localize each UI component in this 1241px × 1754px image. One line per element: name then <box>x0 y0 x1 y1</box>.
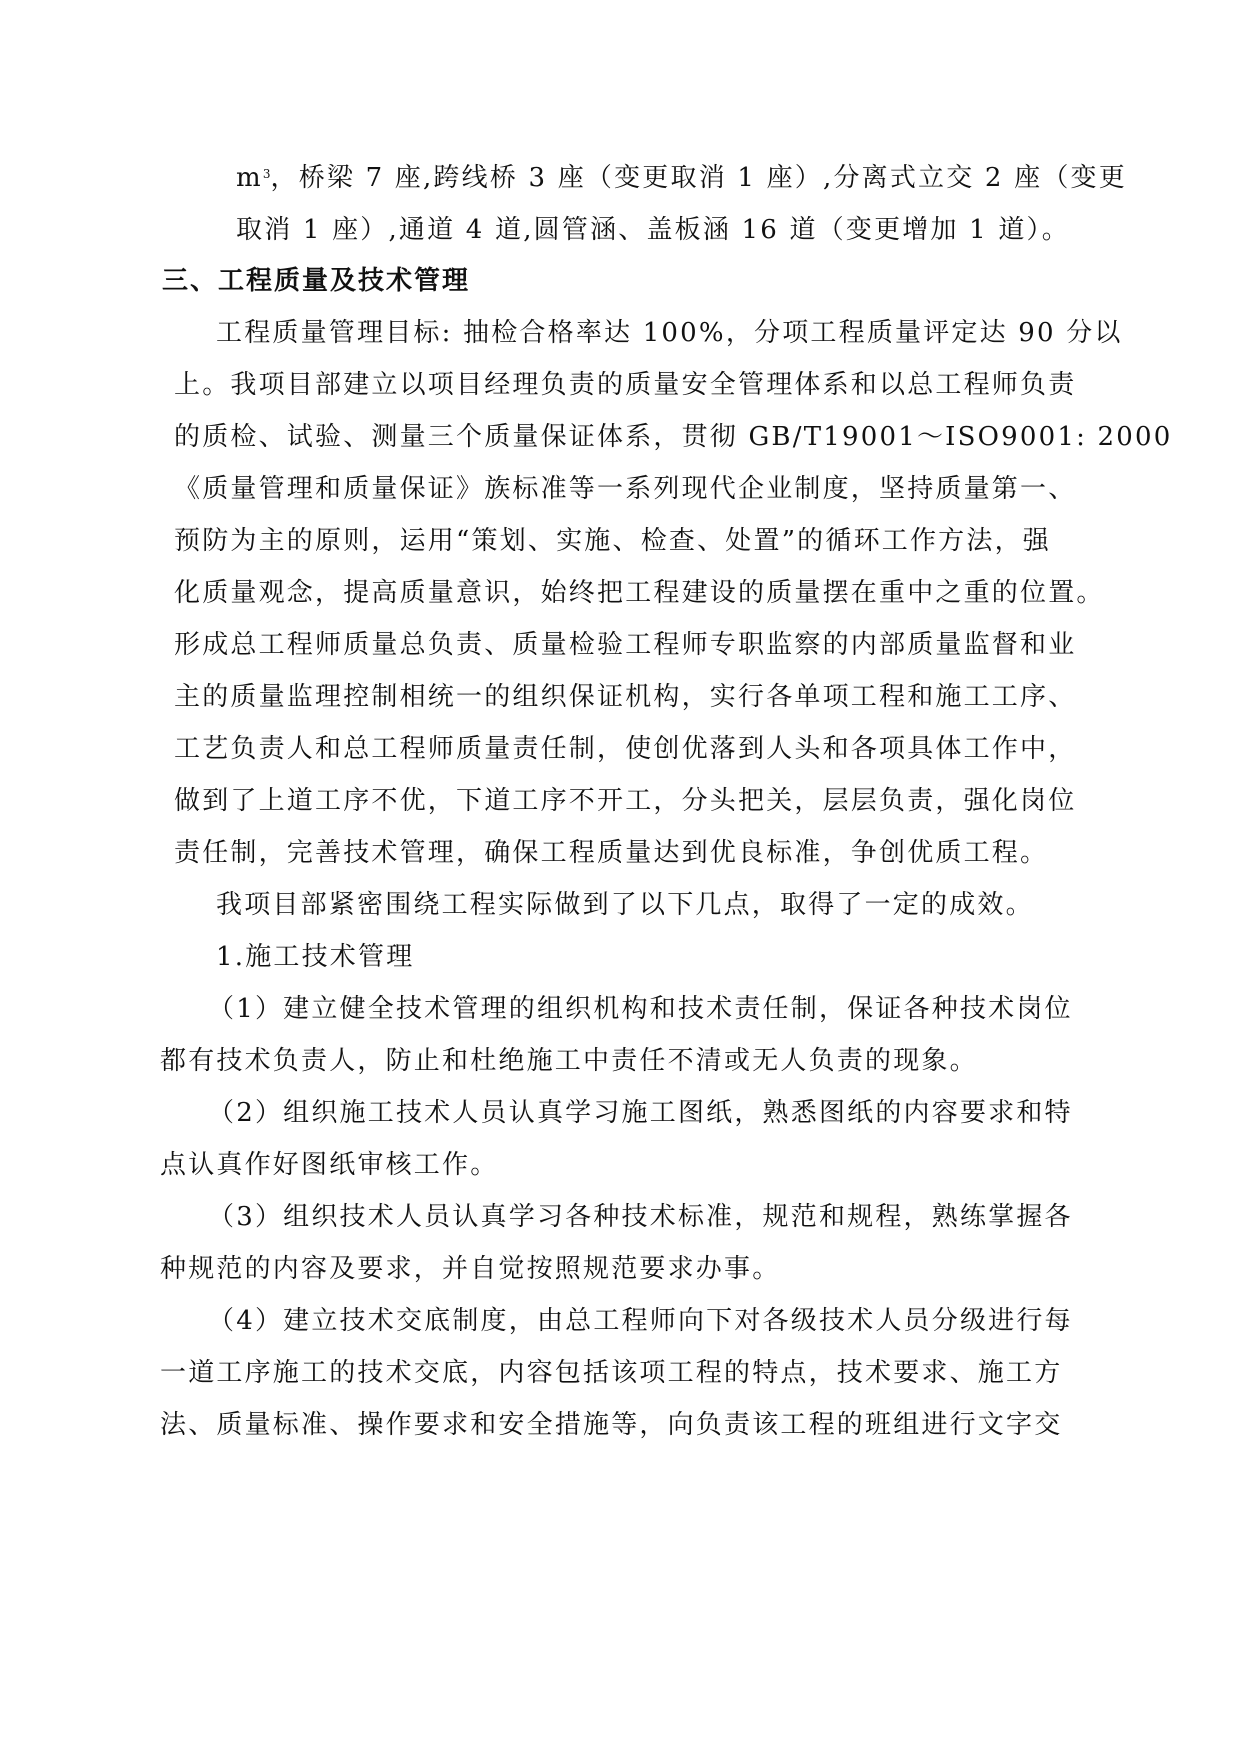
para1-line: 形成总工程师质量总负责、质量检验工程师专职监察的内部质量监督和业 <box>174 630 1077 660</box>
section-heading: 三、工程质量及技术管理 <box>162 266 471 296</box>
para2: 我项目部紧密围绕工程实际做到了以下几点，取得了一定的成效。 <box>216 890 1034 920</box>
para1-line: 化质量观念，提高质量意识，始终把工程建设的质量摆在重中之重的位置。 <box>174 578 1105 608</box>
list-item-line: （2）组织施工技术人员认真学习施工图纸，熟悉图纸的内容要求和特 <box>208 1098 1073 1128</box>
para1-line: 责任制，完善技术管理，确保工程质量达到优良标准，争创优质工程。 <box>174 838 1049 868</box>
para1-line: 的质检、试验、测量三个质量保证体系，贯彻 GB/T19001～ISO9001: 2000 <box>174 422 1173 452</box>
para1-line: 预防为主的原则，运用“策划、实施、检查、处置”的循环工作方法，强 <box>174 526 1051 556</box>
intro-line-2: 取消 1 座）,通道 4 道,圆管涵、盖板涵 16 道（变更增加 1 道）。 <box>236 215 1070 245</box>
subheading: 1.施工技术管理 <box>216 942 415 972</box>
list-item-line: 种规范的内容及要求，并自觉按照规范要求办事。 <box>160 1254 781 1284</box>
para1-line: 工艺负责人和总工程师质量责任制，使创优落到人头和各项具体工作中， <box>174 734 1077 764</box>
para1-line: 做到了上道工序不优，下道工序不开工，分头把关，层层负责，强化岗位 <box>174 786 1077 816</box>
para1-line: 上。我项目部建立以项目经理负责的质量安全管理体系和以总工程师负责 <box>174 370 1077 400</box>
list-item-line: 都有技术负责人，防止和杜绝施工中责任不清或无人负责的现象。 <box>160 1046 978 1076</box>
list-item-line: （4）建立技术交底制度，由总工程师向下对各级技术人员分级进行每 <box>208 1306 1073 1336</box>
para1-line: 《质量管理和质量保证》族标准等一系列现代企业制度，坚持质量第一、 <box>174 474 1077 504</box>
para1-line: 主的质量监理控制相统一的组织保证机构，实行各单项工程和施工工序、 <box>174 682 1077 712</box>
list-item-line: 点认真作好图纸审核工作。 <box>160 1150 499 1180</box>
list-item-line: 法、质量标准、操作要求和安全措施等，向负责该工程的班组进行文字交 <box>160 1410 1063 1440</box>
list-item-line: （3）组织技术人员认真学习各种技术标准，规范和规程，熟练掌握各 <box>208 1202 1073 1232</box>
list-item-line: 一道工序施工的技术交底，内容包括该项工程的特点，技术要求、施工方 <box>160 1358 1063 1388</box>
para1-line: 工程质量管理目标: 抽检合格率达 100%，分项工程质量评定达 90 分以 <box>216 318 1123 348</box>
intro-line-1: $m^3$，桥梁 7 座,跨线桥 3 座（变更取消 1 座）,分离式立交 2 座（变更 <box>236 163 1127 193</box>
list-item-line: （1）建立健全技术管理的组织机构和技术责任制，保证各种技术岗位 <box>208 994 1073 1024</box>
